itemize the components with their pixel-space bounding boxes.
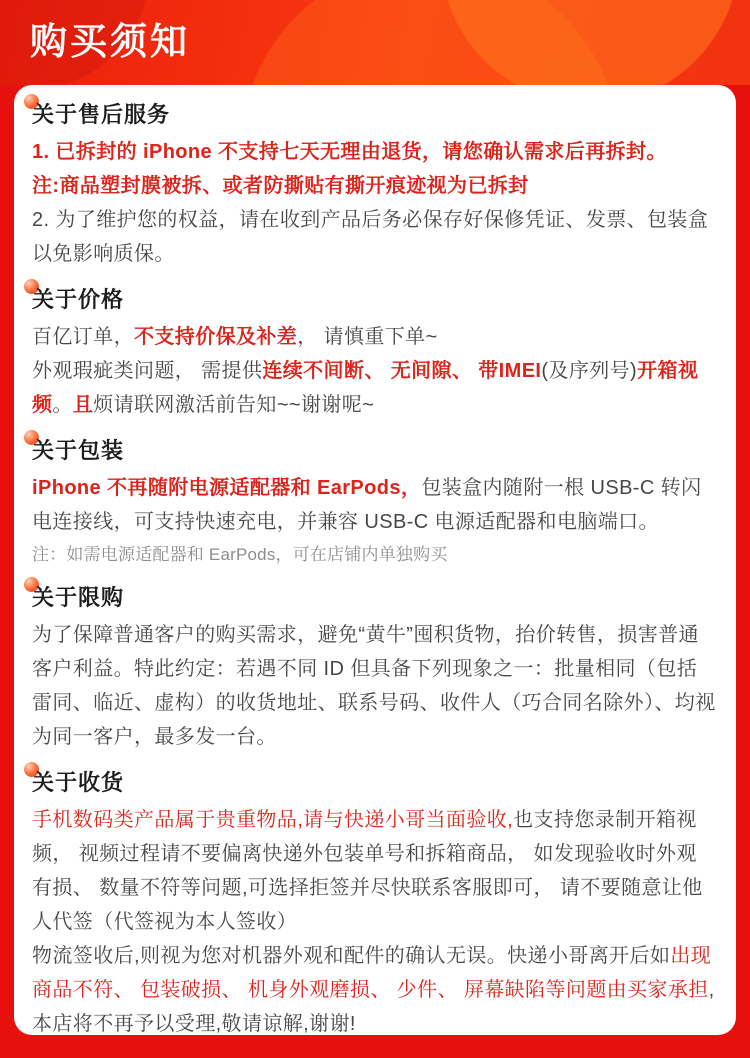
- sections-container: [32, 100, 716, 1035]
- text-run: 外观瑕疵类问题， 需提供: [32, 360, 263, 382]
- notice-section: [32, 285, 716, 422]
- section-heading: [32, 285, 716, 315]
- text-run: iPhone 不再随附电源适配器和 EarPods，: [32, 477, 422, 499]
- section-heading-text: 关于限购: [32, 585, 125, 610]
- text-run: 1. 已拆封的 iPhone 不支持七天无理由退货，请您确认需求后再拆封。: [32, 141, 667, 163]
- paragraph: [32, 939, 716, 1035]
- text-run: 注：如需电源适配器和 EarPods，可在店铺内单独购买: [32, 545, 448, 564]
- paragraph: [32, 135, 716, 169]
- section-heading-text: 关于包装: [32, 438, 125, 463]
- section-heading: [32, 768, 716, 798]
- paragraph: [32, 169, 716, 203]
- text-run: 为了保障普通客户的购买需求，避免“黄牛”囤积货物，抬价转售，损害普通客户利益。特此约定：若遇不同 ID 但具备下列现象之一：批量相同（包括雷同、临近、虚构）的收货地址、联系号码、收件人（巧合同名除外）、均视为同一客户，最多发一台。: [32, 624, 716, 748]
- section-heading-text: 关于售后服务: [32, 102, 171, 127]
- section-heading-text: 关于价格: [32, 287, 125, 312]
- paragraph: [32, 618, 716, 754]
- text-run: 也支持您录制开箱视频， 视频过程请不要偏离快递外包装单号和拆箱商品， 如发现验收时外观有损、 数量不符等问题,可选择拒签并尽快联系客服即可， 请不要随意让他人代签（代签视为本人签收）: [32, 809, 703, 933]
- paragraph: [32, 803, 716, 939]
- text-run: 烦请联网激活前告知~~谢谢呢~: [93, 394, 375, 416]
- notice-section: [32, 100, 716, 271]
- notice-section: [32, 768, 716, 1035]
- text-run: 注:商品塑封膜被拆、或者防撕贴有撕开痕迹视为已拆封: [32, 175, 529, 197]
- paragraph: [32, 320, 716, 354]
- text-run: 2. 为了维护您的权益，请在收到产品后务必保存好保修凭证、发票、包装盒以免影响质保。: [32, 209, 709, 265]
- page-title: 购买须知: [30, 21, 190, 62]
- notice-section: [32, 436, 716, 569]
- section-heading-text: 关于收货: [32, 770, 125, 795]
- text-run: 物流签收后,则视为您对机器外观和配件的确认无误。快递小哥离开后如: [32, 945, 671, 967]
- text-run: 百亿订单，: [32, 326, 134, 348]
- text-run: ， 请慎重下单~: [297, 326, 438, 348]
- paragraph: [32, 203, 716, 271]
- notice-card: [14, 85, 736, 1035]
- paragraph: [32, 354, 716, 422]
- text-run: 。: [52, 394, 73, 416]
- text-run: ,本店将不再予以受理,敬请谅解,谢谢!: [32, 979, 715, 1035]
- header-banner: [0, 0, 750, 85]
- section-heading: [32, 583, 716, 613]
- notice-section: [32, 583, 716, 754]
- text-run: 出现商品不符、 包装破损、 机身外观磨损、 少件、 屏幕缺陷等问题由买家承担: [32, 945, 712, 1001]
- text-run: 手机数码类产品属于贵重物品,请与快递小哥当面验收,: [32, 809, 514, 831]
- text-run: 且: [72, 394, 94, 416]
- paragraph: [32, 471, 716, 539]
- text-run: 包装盒内随附一根 USB-C 转闪电连接线，可支持快速充电，并兼容 USB-C 电源适配器和电脑端口。: [32, 477, 702, 533]
- note-text: [32, 541, 716, 569]
- text-run: (及序列号): [541, 360, 638, 382]
- section-heading: [32, 436, 716, 466]
- section-heading: [32, 100, 716, 130]
- text-run: 不支持价保及补差: [134, 326, 298, 348]
- text-run: 连续不间断、 无间隙、 带IMEI: [262, 360, 542, 382]
- text-run: 开箱视频: [32, 360, 699, 416]
